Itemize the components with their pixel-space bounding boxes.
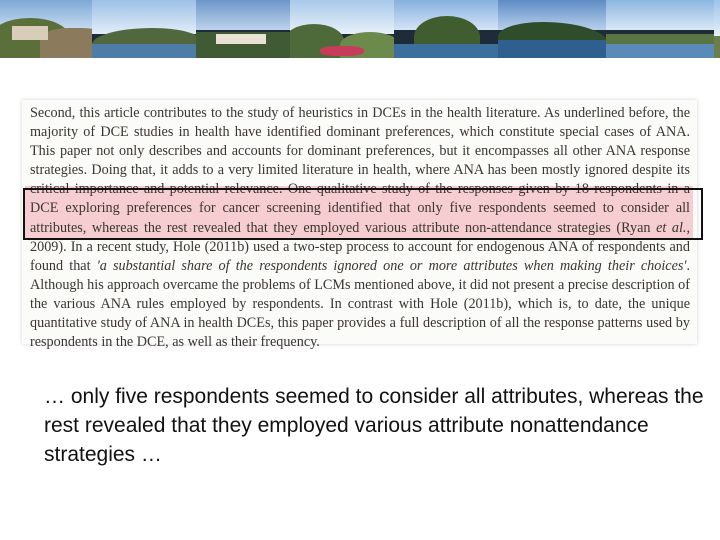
article-text-italic: et al. [656,219,687,236]
article-text-part: Second, this article contributes to the study of heuristics in DCEs in the health literature. As underlined before, the majority of DCE studies in health have identified dominant preferences, which constitute special cases of ANA. This paper not only describes and accounts for dominant preferences, but it encompasses all other ANA response strategies. Doing that, it adds to a very limited literature in health, where ANA has been mostly ignored despite its critical importance and potential relevance. One qualitative study of the responses given by 18 respondents in a DCE exploring preferences for cancer screening identified that only five respondents seemed to consider all attributes, whereas the rest revealed that they employed various attribute non-attendance strategies (Ryan [30,105,690,236]
banner-photo-promenade [196,0,290,58]
photo-banner [0,0,720,58]
article-quote-italic: 'a substantial share of the respondents ignored one or more attributes when making their choices' [96,257,687,274]
banner-photo-walkway [714,0,720,58]
article-text-part: , 2009). In a recent study, Hole (2011b) used a two-step process to account for endogenous ANA of respondents and found that [30,219,690,274]
banner-photo-castle [0,0,92,58]
banner-photo-lakeside-town [92,0,196,58]
highlight-outline-box [23,188,703,240]
banner-photo-town-view [606,0,714,58]
banner-photo-flower-garden [290,0,394,58]
article-text-part: . Although his approach overcame the problems of LCMs mentioned above, it did not present a precise description of the various ANA rules employed by respondents. In contrast with Hole (2011b), which is, to date, the unique quantitative study of ANA in health DCEs, this paper provides a full description of all the response patterns used by respondents in the DCE, as well as their frequency. [30,257,690,351]
banner-photo-mountains [498,0,606,58]
banner-photo-peninsula [394,0,498,58]
highlighted-quote: … only five respondents seemed to consider all attributes, whereas the rest revealed that they employed various attribute nonattendance strategies … [44,385,704,466]
